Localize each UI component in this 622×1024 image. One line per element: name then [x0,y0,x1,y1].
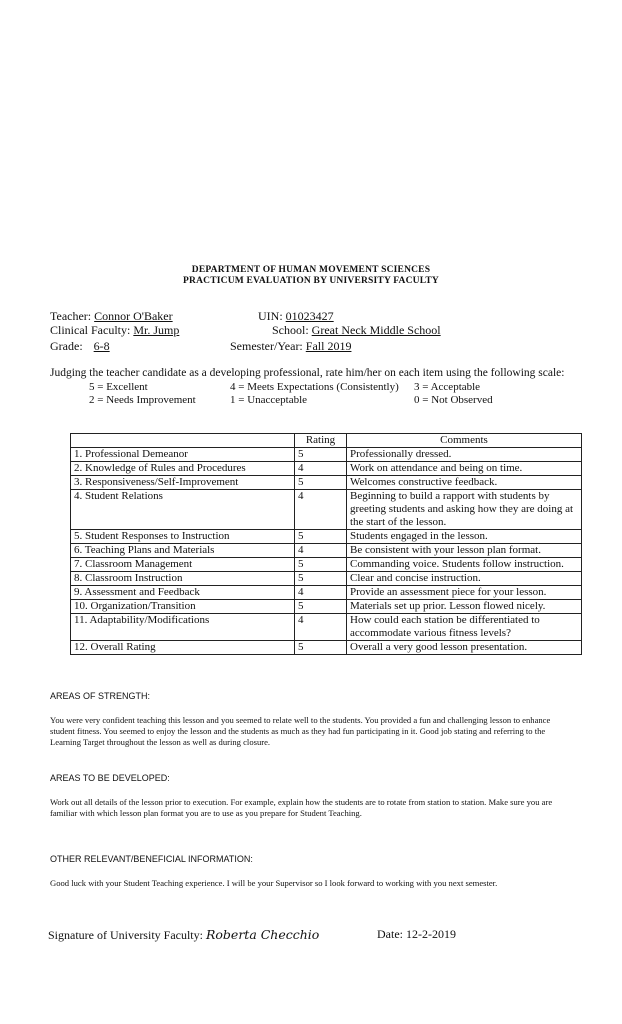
row-rating: 5 [295,572,347,586]
row-comment: Welcomes constructive feedback. [347,476,582,490]
table-row [71,544,582,558]
develop-title: AREAS TO BE DEVELOPED: [50,773,170,783]
row-rating: 5 [295,600,347,614]
teacher-label: Teacher: [50,309,92,323]
row-rating: 4 [295,462,347,476]
table-row [71,490,582,530]
row-comment: Commanding voice. Students follow instruction. [347,558,582,572]
column-header-comments: Comments [347,434,582,448]
develop-text: Work out all details of the lesson prior to execution. For example, explain how the students are to rotate from station to station. Make sure you are familiar with which lesson plan format you are to use as you prepare for Student Teaching. [50,797,553,818]
row-rating: 5 [295,641,347,655]
school-value: Great Neck Middle School [311,323,441,337]
semester-value: Fall 2019 [305,339,352,353]
table-row [71,614,582,641]
row-comment: Professionally dressed. [347,448,582,462]
row-category: 2. Knowledge of Rules and Procedures [71,462,295,476]
table-header-row [71,434,582,448]
row-comment: Be consistent with your lesson plan format. [347,544,582,558]
faculty-value: Mr. Jump [133,323,180,337]
row-category: 6. Teaching Plans and Materials [71,544,295,558]
scale-item: 3 = Acceptable [414,381,481,393]
row-category: 10. Organization/Transition [71,600,295,614]
teacher-value: Connor O'Baker [94,309,173,323]
scale-item: 5 = Excellent [89,381,148,393]
row-comment: Clear and concise instruction. [347,572,582,586]
grade-label: Grade: [50,339,83,353]
table-row [71,462,582,476]
faculty-label: Clinical Faculty: [50,323,131,337]
row-category: 8. Classroom Instruction [71,572,295,586]
row-category: 1. Professional Demeanor [71,448,295,462]
rating-instructions: Judging the teacher candidate as a developing professional, rate him/her on each item using the following scale: [50,367,565,379]
row-rating: 5 [295,530,347,544]
row-comment: Overall a very good lesson presentation. [347,641,582,655]
scale-item: 1 = Unacceptable [230,394,308,406]
row-rating: 4 [295,544,347,558]
uin-value: 01023427 [285,309,334,323]
teacher-field [50,309,259,324]
school-field [272,323,441,338]
row-rating: 4 [295,586,347,600]
other-text: Good luck with your Student Teaching experience. I will be your Supervisor so I look forward to working with you next semester. [50,878,498,888]
row-category: 12. Overall Rating [71,641,295,655]
row-category: 11. Adaptability/Modifications [71,614,295,641]
signature-name: Roberta Checchio [205,927,320,942]
row-rating: 4 [295,490,347,530]
table-row [71,558,582,572]
scale-item: 2 = Needs Improvement [89,394,196,406]
row-category: 4. Student Relations [71,490,295,530]
other-title: OTHER RELEVANT/BENEFICIAL INFORMATION: [50,854,253,864]
grade-field [50,339,110,354]
row-category: 5. Student Responses to Instruction [71,530,295,544]
column-header-category [71,434,295,448]
row-comment: Beginning to build a rapport with students by greeting students and asking how they are doing at the start of the lesson. [347,490,582,530]
row-rating: 5 [295,448,347,462]
row-category: 9. Assessment and Feedback [71,586,295,600]
school-label: School: [272,323,309,337]
date-label: Date: [377,927,403,941]
department-title: DEPARTMENT OF HUMAN MOVEMENT SCIENCES [191,265,431,275]
scale-item: 0 = Not Observed [414,394,493,406]
column-header-rating: Rating [295,434,347,448]
scale-item: 4 = Meets Expectations (Consistently) [230,381,399,393]
table-row [71,641,582,655]
row-comment: How could each station be differentiated to accommodate various fitness levels? [347,614,582,641]
table-row [71,586,582,600]
strengths-text: You were very confident teaching this lesson and you seemed to relate well to the students. You provided a fun and challenging lesson to enhance student fitness. You seemed to enjoy the lesson and the students as much as they had fun participating in it. Good job stating and referring to the Learning Target throughout the lesson as well as during closure. [50,715,551,747]
table-row [71,600,582,614]
form-title: PRACTICUM EVALUATION BY UNIVERSITY FACULTY [183,276,439,286]
uin-label: UIN: [258,309,283,323]
grade-value: 6-8 [93,339,110,353]
date-line [377,927,456,942]
row-category: 3. Responsiveness/Self-Improvement [71,476,295,490]
semester-label: Semester/Year: [230,339,303,353]
signature-label: Signature of University Faculty: [48,928,203,942]
semester-field [230,339,351,354]
row-category: 7. Classroom Management [71,558,295,572]
row-rating: 5 [295,558,347,572]
row-rating: 5 [295,476,347,490]
date-value: 12-2-2019 [406,927,456,941]
row-comment: Students engaged in the lesson. [347,530,582,544]
evaluation-table [70,433,582,655]
table-row [71,476,582,490]
row-rating: 4 [295,614,347,641]
faculty-field [50,323,179,338]
strengths-title: AREAS OF STRENGTH: [50,691,151,701]
row-comment: Materials set up prior. Lesson flowed nicely. [347,600,582,614]
signature-line [48,927,319,943]
row-comment: Work on attendance and being on time. [347,462,582,476]
table-row [71,572,582,586]
table-row [71,530,582,544]
uin-field [258,309,334,324]
row-comment: Provide an assessment piece for your lesson. [347,586,582,600]
table-row [71,448,582,462]
